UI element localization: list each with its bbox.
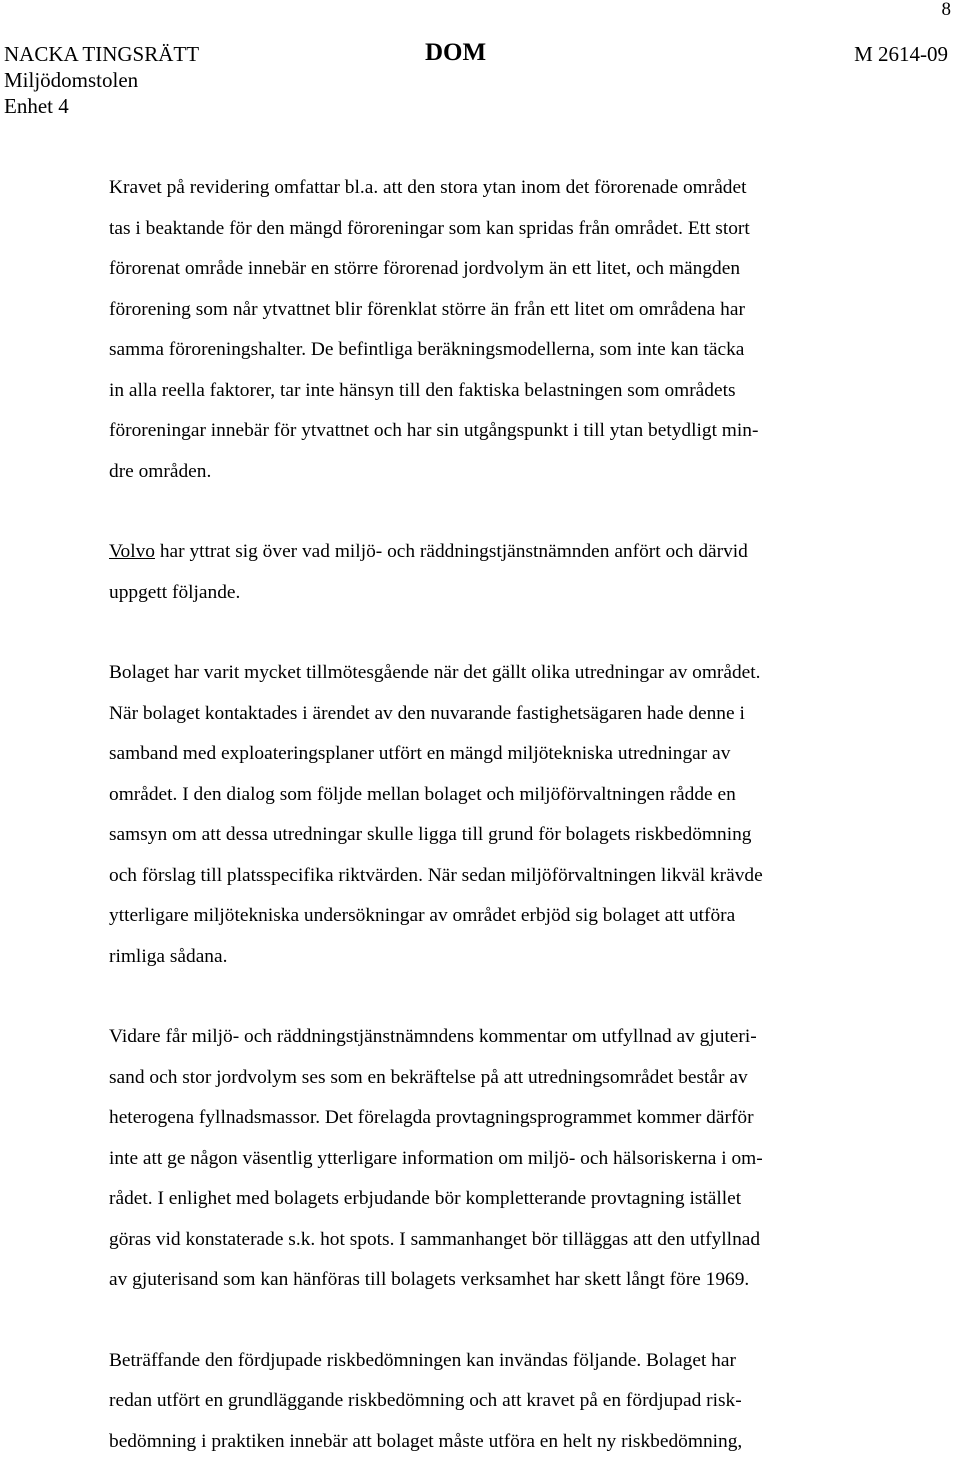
- paragraph-requirement-revision: Kravet på revidering omfattar bl.a. att den stora ytan inom det förorenade området tas i beaktande för den mängd föroreningar som kan spridas från området. Ett stort förorenat område innebär en större förorenad jordvolym än ett litet, och mängden förorening som når ytvattnet blir förenklat större än från ett litet om områdena har samma föroreningshalter. De befintliga beräkningsmodellerna, som inte kan täcka in alla reella faktorer, tar inte hänsyn till den faktiska belastningen som områdets föroreningar innebär för ytvattnet och har sin utgångspunkt i till ytan betydligt min- dre områden.: [109, 168, 909, 492]
- court-unit: Enhet 4: [4, 93, 948, 119]
- paragraph-company-cooperation: Bolaget har varit mycket tillmötesgående när det gällt olika utredningar av området. När bolaget kontaktades i ärendet av den nuvarande fastighetsägaren hade denne i samband med exploateringsplaner utfört en mängd miljötekniska utredningar av området. I den dialog som följde mellan bolaget och miljöförvaltningen rådde en samsyn om att dessa utredningar skulle ligga till grund för bolagets riskbedömning och förslag till platsspecifika riktvärden. När sedan miljöförvaltningen likväl krävde ytterligare miljötekniska undersökningar av området erbjöd sig bolaget att utföra rimliga sådana.: [109, 653, 909, 977]
- court-name: NACKA TINGSRÄTT: [4, 41, 199, 67]
- header-first-line: [4, 41, 948, 67]
- document-type: DOM: [425, 40, 486, 66]
- document-body: [109, 168, 909, 1462]
- case-number: M 2614-09: [854, 41, 948, 67]
- document-header: [4, 41, 948, 119]
- party-name-volvo: Volvo: [109, 541, 155, 562]
- court-division: Miljödomstolen: [4, 67, 948, 93]
- page-number: 8: [942, 0, 952, 20]
- paragraph-foundry-sand: Vidare får miljö- och räddningstjänstnämndens kommentar om utfyllnad av gjuteri- sand och stor jordvolym ses som en bekräftelse på att utredningsområdet består av heterogena fyllnadsmassor. Det förelagda provtagningsprogrammet kommer därför inte att ge någon väsentlig ytterligare information om miljö- och hälsoriskerna i om- rådet. I enlighet med bolagets erbjudande bör kompletterande provtagning istället göras vid konstaterade s.k. hot spots. I sammanhanget bör tilläggas att den utfyllnad av gjuterisand som kan hänföras till bolagets verksamhet har skett långt före 1969.: [109, 1017, 909, 1301]
- paragraph-volvo-statement: [109, 532, 909, 613]
- paragraph-risk-assessment: Beträffande den fördjupade riskbedömningen kan invändas följande. Bolaget har redan utfört en grundläggande riskbedömning och att kravet på en fördjupad risk- bedömning i praktiken innebär att bolaget måste utföra en helt ny riskbedömning,: [109, 1341, 909, 1462]
- paragraph-volvo-text: har yttrat sig över vad miljö- och räddningstjänstnämnden anfört och därvid uppgett följande.: [109, 541, 748, 603]
